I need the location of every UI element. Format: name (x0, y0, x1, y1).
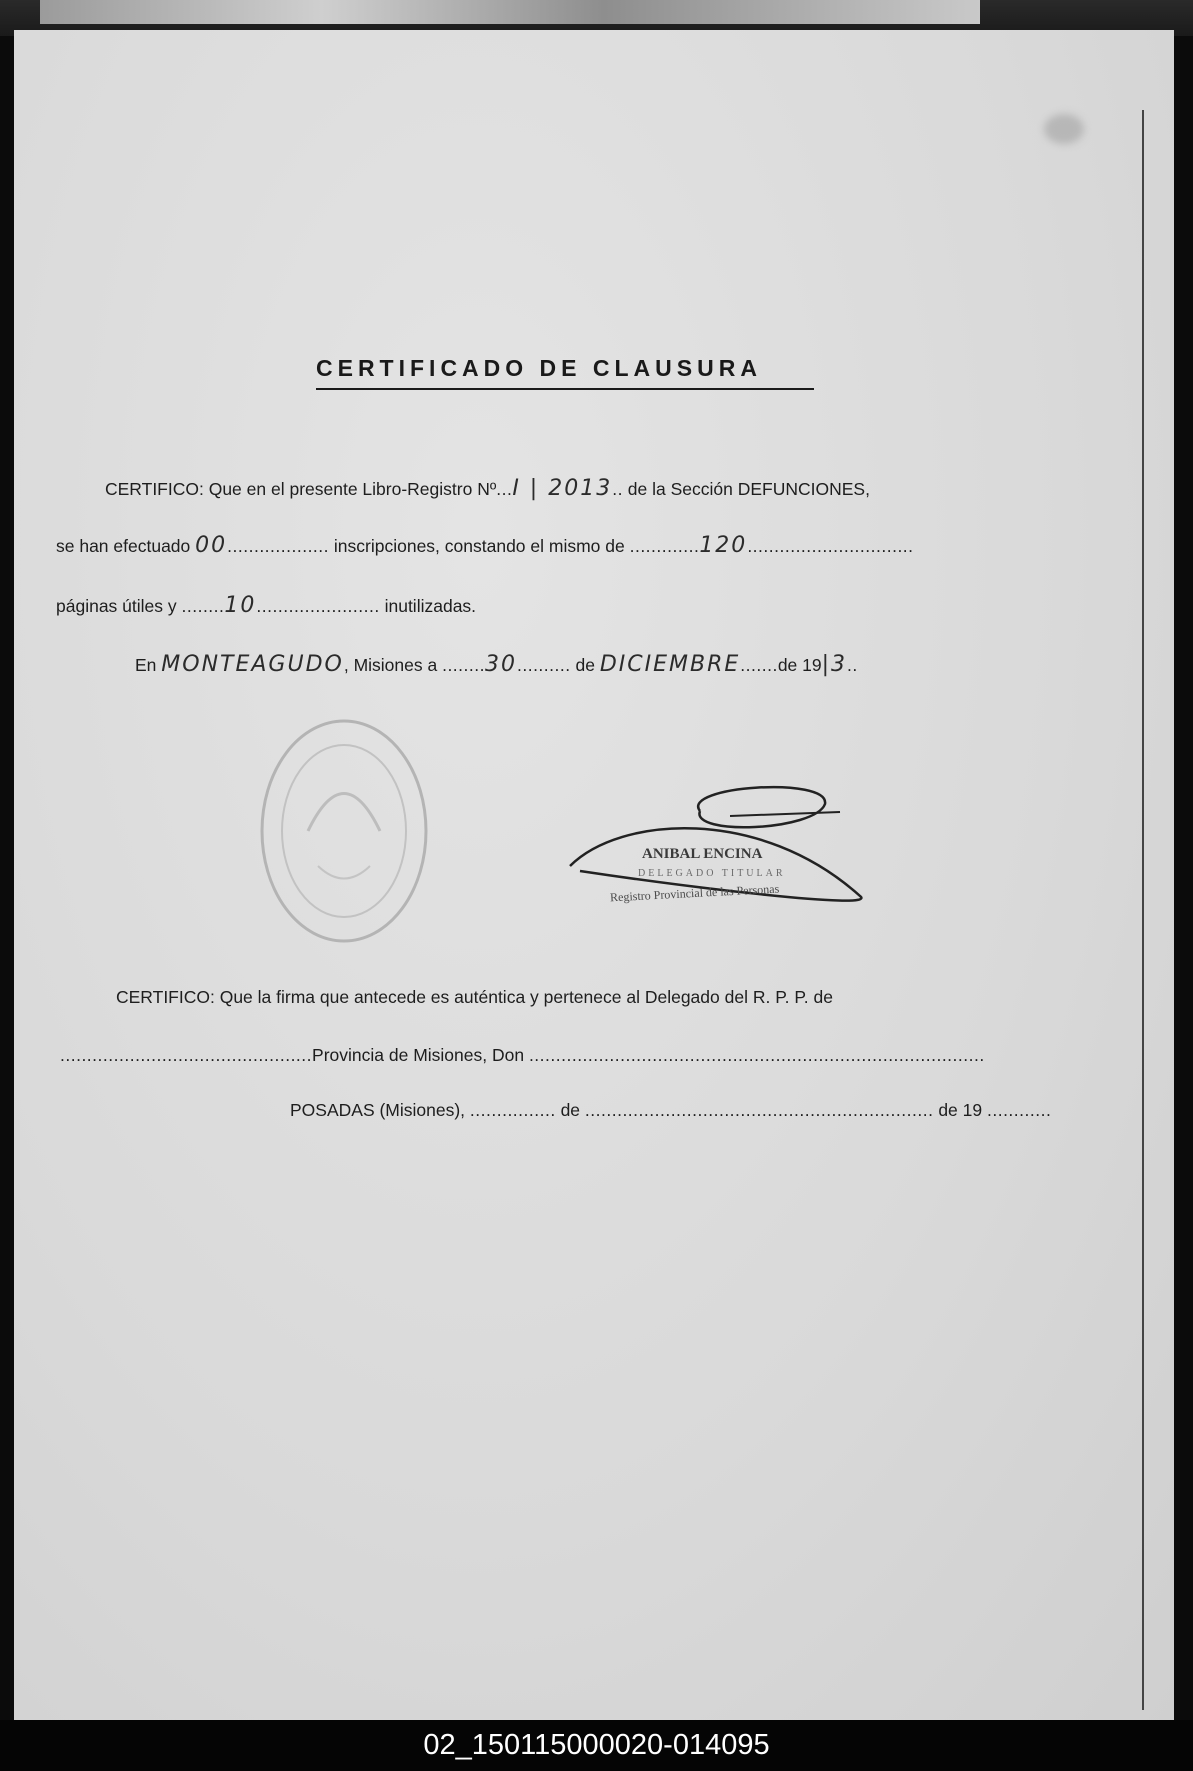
de-19-text: de 19 (777, 655, 822, 675)
para1-line3 (56, 593, 476, 618)
dotted-leader: ................ (469, 1100, 556, 1120)
dotted-leader: ............ (986, 1100, 1052, 1120)
document-title: CERTIFICADO DE CLAUSURA (316, 355, 814, 390)
inutilizadas-text: inutilizadas. (379, 596, 477, 616)
efectuado-text: se han efectuado (56, 536, 196, 556)
dia-handwritten: 30 (484, 652, 517, 677)
dotted-leader: ................... (227, 536, 330, 556)
constando-text: inscripciones, constando el mismo de (329, 536, 630, 556)
para2-line1 (116, 987, 833, 1008)
certifico-libro-text: CERTIFICO: Que en el presente Libro-Registro Nº (105, 479, 497, 499)
posadas-text: POSADAS (Misiones), (290, 1100, 470, 1120)
certifico-firma-text: CERTIFICO: Que la firma que antecede es auténtica y pertenece al Delegado del R. P. P. de (116, 987, 833, 1007)
dotted-leader: ............. (629, 536, 700, 556)
dotted-leader: ....................... (256, 596, 380, 616)
place-date-line (135, 652, 858, 677)
stamp-role: DELEGADO TITULAR (638, 868, 786, 879)
seccion-text: de la Sección DEFUNCIONES, (622, 479, 870, 499)
anio-handwritten: |3 (821, 652, 848, 677)
misiones-text: , Misiones a (343, 655, 443, 675)
dotted-leader: ........ (442, 655, 485, 675)
page-edge-line (1142, 110, 1144, 1710)
dotted-leader: .......... (516, 655, 571, 675)
en-text: En (135, 655, 162, 675)
de-text: de (570, 655, 600, 675)
lugar-handwritten: MONTEAGUDO (161, 652, 344, 677)
dotted-leader: .. (612, 479, 623, 499)
para2-line2 (60, 1045, 985, 1066)
libro-number-handwritten: I | 2013 (512, 476, 613, 501)
dotted-leader: ............................................... (60, 1045, 313, 1065)
dotted-leader: .. (847, 655, 858, 675)
dotted-leader: ............................... (747, 536, 914, 556)
dotted-leader: ........ (181, 596, 225, 616)
inscripciones-handwritten: 00 (195, 533, 228, 558)
stamp-name: ANIBAL ENCINA (642, 846, 763, 862)
para1-line2 (56, 533, 914, 558)
scan-id-footer: 02_150115000020-014095 (0, 1720, 1193, 1771)
dotted-leader: ................................................................. (584, 1100, 934, 1120)
round-seal-stamp (258, 716, 430, 946)
paginas-handwritten: 120 (699, 533, 748, 558)
dotted-leader: ... (496, 479, 513, 499)
para1-line1 (105, 476, 870, 501)
mes-handwritten: DICIEMBRE (599, 652, 741, 677)
paginas-utiles-text: páginas útiles y (56, 596, 182, 616)
previous-page-scrap (40, 0, 980, 24)
paper-stain (1044, 114, 1084, 144)
dotted-leader: ....... (740, 655, 778, 675)
para2-line3 (290, 1100, 1051, 1121)
dotted-leader: ..................................................................................... (528, 1045, 985, 1065)
signature-block (560, 776, 920, 931)
stamp-registro: Registro Provincial de las Personas (609, 881, 780, 905)
inutilizadas-handwritten: 10 (224, 593, 257, 618)
de-text: de (555, 1100, 585, 1120)
provincia-text: Provincia de Misiones, Don (312, 1045, 529, 1065)
de-19-text: de 19 (933, 1100, 987, 1120)
